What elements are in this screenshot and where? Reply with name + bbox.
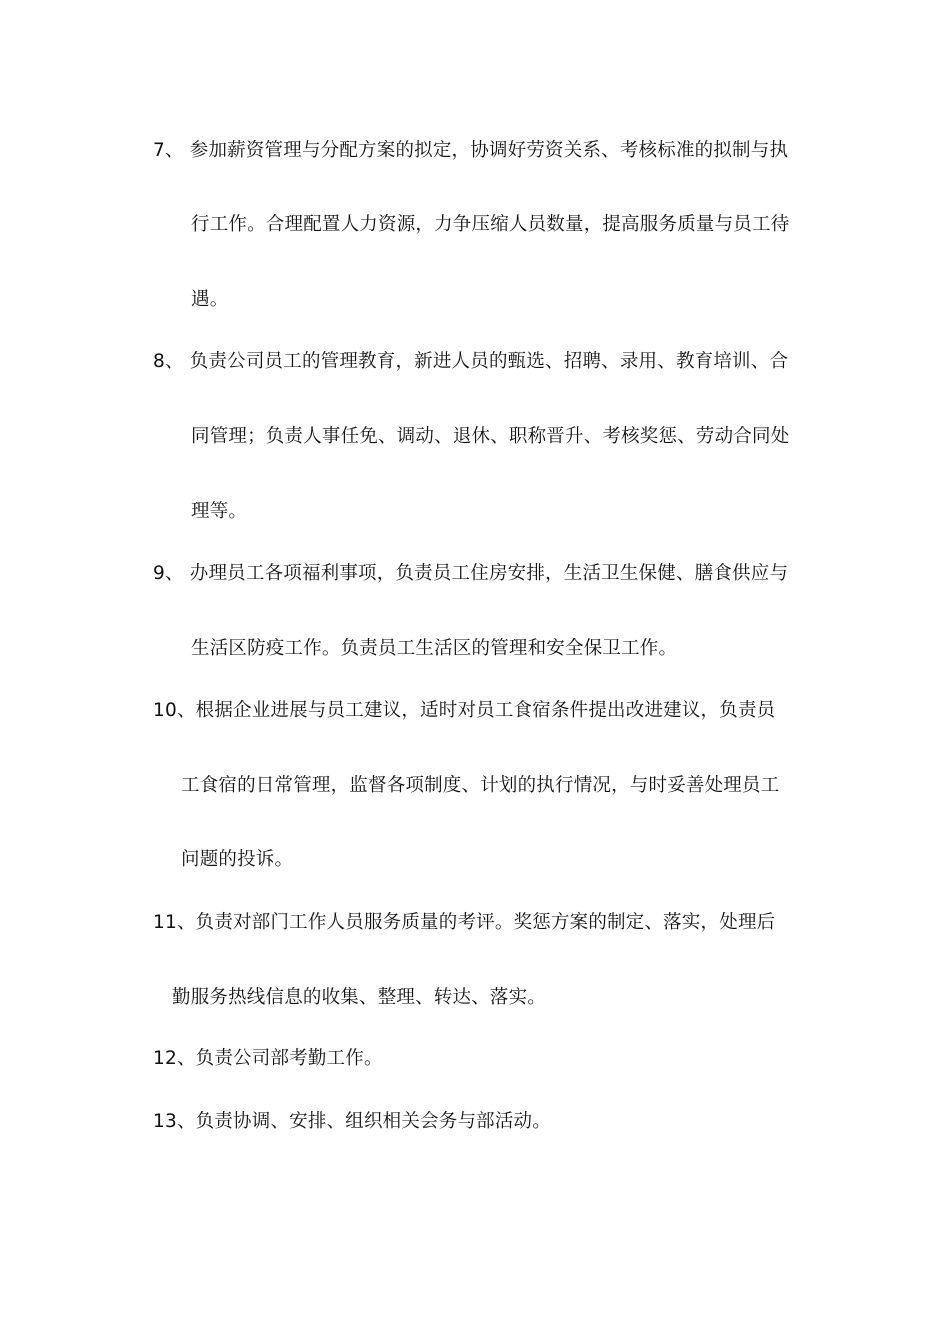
item-10-line-3: 问题的投诉。 (181, 849, 294, 870)
item-9-line-1: 9、 办理员工各项福利事项，负责员工住房安排，生活卫生保健、膳食供应与 (153, 563, 789, 584)
item-11-line-1: 11、负责对部门工作人员服务质量的考评。奖惩方案的制定、落实，处理后 (153, 912, 776, 933)
item-8-line-2: 同管理；负责人事任免、调动、退休、职称晋升、考核奖惩、劳动合同处 (191, 426, 790, 447)
item-8-line-1: 8、 负责公司员工的管理教育，新进人员的甄选、招聘、录用、教育培训、合 (153, 351, 789, 372)
item-9-line-2: 生活区防疫工作。负责员工生活区的管理和安全保卫工作。 (191, 638, 678, 659)
item-13-line-1: 13、负责协调、安排、组织相关会务与部活动。 (153, 1111, 551, 1132)
item-10-line-1: 10、根据企业进展与员工建议，适时对员工食宿条件提出改进建议，负责员 (153, 700, 776, 721)
item-7-line-2: 行工作。合理配置人力资源，力争压缩人员数量，提高服务质量与员工待 (191, 214, 790, 235)
item-12-line-1: 12、负责公司部考勤工作。 (153, 1048, 383, 1069)
item-11-line-2: 勤服务热线信息的收集、整理、转达、落实。 (172, 987, 547, 1008)
item-10-line-2: 工食宿的日常管理，监督各项制度、计划的执行情况，与时妥善处理员工 (181, 775, 780, 796)
item-8-line-3: 理等。 (191, 501, 248, 522)
item-7-line-1: 7、 参加薪资管理与分配方案的拟定，协调好劳资关系、考核标准的拟制与执 (153, 140, 789, 161)
item-7-line-3: 遇。 (191, 289, 229, 310)
